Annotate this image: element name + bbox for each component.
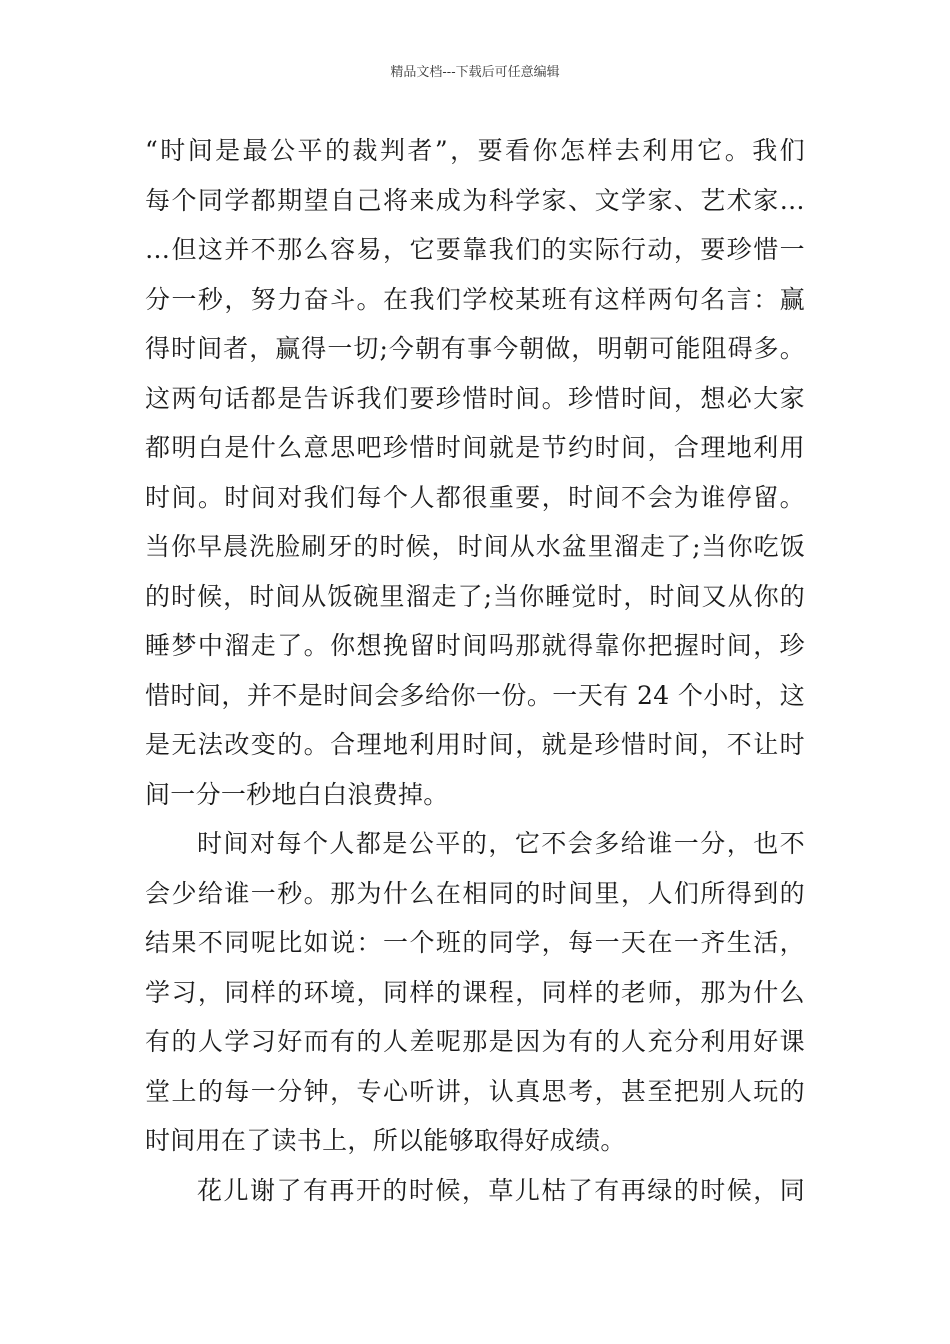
text-line: 时间用在了读书上，所以能够取得好成绩。 <box>145 1126 626 1155</box>
text-line: 会少给谁一秒。那为什么在相同的时间里，人们所得到的 <box>145 878 805 908</box>
paragraph-1 <box>145 126 805 819</box>
text-line: 每个同学都期望自己将来成为科学家、文学家、艺术家… <box>145 185 805 215</box>
page-header: 精品文档---下载后可任意编辑 <box>390 65 560 80</box>
text-line: 有的人学习好而有的人差呢那是因为有的人充分利用好课 <box>145 1027 805 1056</box>
text-line: 的时候，时间从饭碗里溜走了;当你睡觉时，时间又从你的 <box>145 581 805 611</box>
text-line: 惜时间，并不是时间会多给你一份。一天有 24 个小时，这 <box>145 680 805 710</box>
text-line: “时间是最公平的裁判者”，要看你怎样去利用它。我们 <box>145 136 805 165</box>
text-line: 这两句话都是告诉我们要珍惜时间。珍惜时间，想必大家 <box>145 383 805 413</box>
paragraph-2 <box>145 819 805 1166</box>
text-line: 结果不同呢比如说：一个班的同学，每一天在一齐生活， <box>145 928 805 957</box>
text-line: 间一分一秒地白白浪费掉。 <box>145 779 449 809</box>
text-line: 都明白是什么意思吧珍惜时间就是节约时间，合理地利用 <box>145 433 805 462</box>
text-line: 得时间者，赢得一切;今朝有事今朝做，明朝可能阻碍多。 <box>145 334 805 363</box>
text-line: 当你早晨洗脸刷牙的时候，时间从水盆里溜走了;当你吃饭 <box>145 532 805 561</box>
document-body <box>145 126 805 1215</box>
text-line: 时间对每个人都是公平的，它不会多给谁一分，也不 <box>197 829 805 858</box>
text-line: 学习，同样的环境，同样的课程，同样的老师，那为什么 <box>145 977 805 1007</box>
text-line: 时间。时间对我们每个人都很重要，时间不会为谁停留。 <box>145 482 805 512</box>
text-line: 是无法改变的。合理地利用时间，就是珍惜时间，不让时 <box>145 730 805 759</box>
text-line: 分一秒，努力奋斗。在我们学校某班有这样两句名言：赢 <box>145 284 805 314</box>
paragraph-3 <box>145 1166 805 1216</box>
text-line: 睡梦中溜走了。你想挽留时间吗那就得靠你把握时间，珍 <box>145 631 805 660</box>
text-line: …但这并不那么容易，它要靠我们的实际行动，要珍惜一 <box>145 235 805 264</box>
text-line: 堂上的每一分钟，专心听讲，认真思考，甚至把别人玩的 <box>145 1076 805 1106</box>
text-line: 花儿谢了有再开的时候，草儿枯了有再绿的时候，同 <box>197 1175 805 1205</box>
